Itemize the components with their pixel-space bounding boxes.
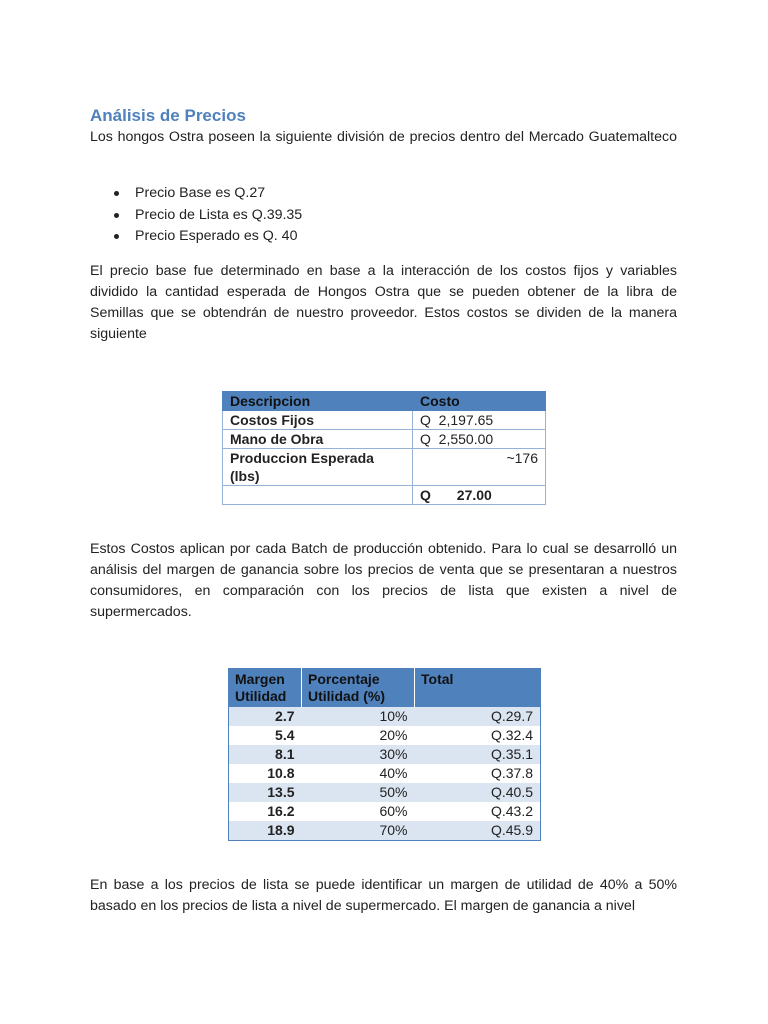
total-cell [413,486,546,505]
bullet-icon [114,234,119,239]
list-item: Precio Esperado es Q. 40 [90,226,302,248]
list-item: Precio de Lista es Q.39.35 [90,205,302,227]
table-row [223,449,546,486]
table-row [229,726,541,745]
margin-table [228,668,541,841]
percent-value: 40% [302,764,415,783]
total-value: Q.32.4 [415,726,541,745]
margin-value: 8.1 [229,745,302,764]
cost-value: Q 2,550.00 [413,430,546,449]
list-item: Precio Base es Q.27 [90,183,302,205]
price-list [90,183,302,248]
cost-label: Costos Fijos [223,411,413,430]
total-value: Q.29.7 [415,707,541,726]
cost-label: Mano de Obra [223,430,413,449]
total-value: Q.43.2 [415,802,541,821]
cost-value: Q 2,197.65 [413,411,546,430]
conclusion-paragraph: En base a los precios de lista se puede identificar un margen de utilidad de 40% a 50% basado en los precios de lista a nivel de supermercado. El margen de ganancia a nivel [90,877,677,914]
margin-value: 5.4 [229,726,302,745]
table-row [229,707,541,726]
table-row [229,745,541,764]
percent-value: 50% [302,783,415,802]
table-header: Descripcion [223,392,413,411]
table-row [223,430,546,449]
total-value: Q.35.1 [415,745,541,764]
table-header: Total [415,669,541,708]
percent-value: 70% [302,821,415,841]
percent-value: 30% [302,745,415,764]
base-price-paragraph: El precio base fue determinado en base a la interacción de los costos fijos y variables dividido la cantidad esperada de Hongos Ostra que se pueden obtener de la libra de Semillas que se obtendrán de nuestro proveedor. Estos costos se dividen de la manera siguiente [90,263,677,342]
table-row [229,821,541,841]
cost-value: ~176 [413,449,546,486]
table-row [229,764,541,783]
table-row [229,802,541,821]
bullet-icon [114,213,119,218]
total-value: Q.40.5 [415,783,541,802]
intro-paragraph: Los hongos Ostra poseen la siguiente división de precios dentro del Mercado Guatemalteco [90,129,677,145]
percent-value: 60% [302,802,415,821]
percent-value: 20% [302,726,415,745]
margin-value: 13.5 [229,783,302,802]
table-header: Costo [413,392,546,411]
bullet-icon [114,191,119,196]
total-value: Q.45.9 [415,821,541,841]
percent-value: 10% [302,707,415,726]
cost-table [222,391,546,505]
total-value: Q.37.8 [415,764,541,783]
cost-label: Produccion Esperada (lbs) [223,449,413,486]
table-row [223,486,546,505]
batch-paragraph: Estos Costos aplican por cada Batch de producción obtenido. Para lo cual se desarrolló un análisis del margen de ganancia sobre los precios de venta que se presentaran a nuestros consumidores, en comparación con los precios de lista que existen a nivel de supermercados. [90,541,677,620]
total-value: 27.00 [456,487,492,503]
margin-value: 2.7 [229,707,302,726]
section-heading: Análisis de Precios [90,106,246,125]
table-header: Porcentaje Utilidad (%) [302,669,415,708]
margin-value: 18.9 [229,821,302,841]
table-header: Margen Utilidad [229,669,302,708]
margin-value: 16.2 [229,802,302,821]
margin-value: 10.8 [229,764,302,783]
table-row [229,783,541,802]
total-currency: Q [420,487,431,503]
total-label-cell [223,486,413,505]
table-row [223,411,546,430]
